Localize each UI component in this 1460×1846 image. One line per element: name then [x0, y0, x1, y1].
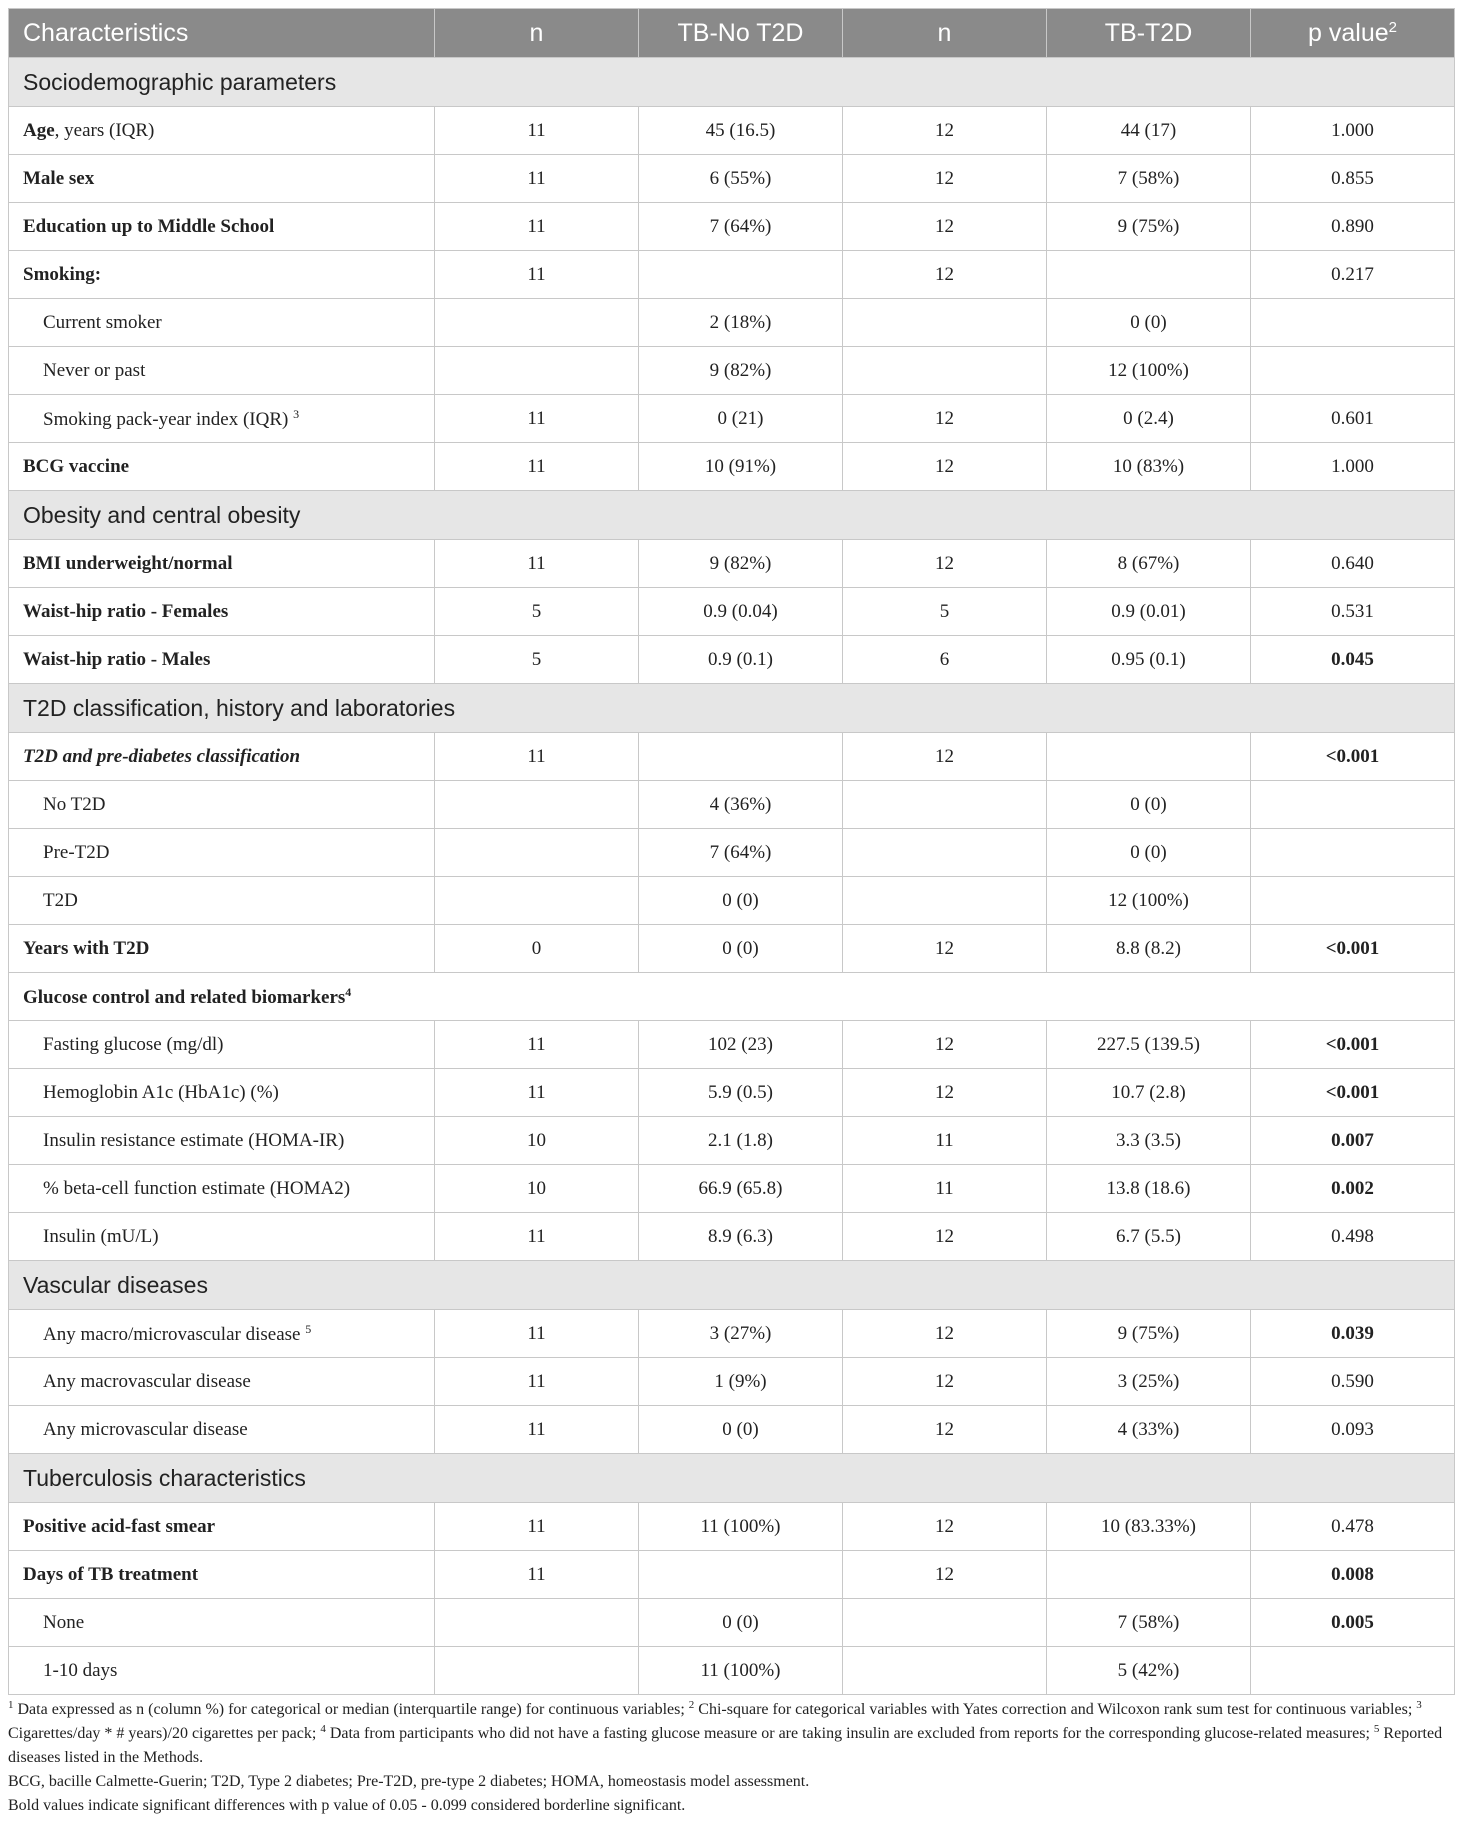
table-row [9, 299, 1455, 347]
table-row [9, 1165, 1455, 1213]
footnote-marker: 3 [1416, 1699, 1422, 1711]
row-label-text: 1-10 days [43, 1659, 118, 1681]
row-label-text: No T2D [43, 793, 106, 815]
row-label [9, 1599, 435, 1647]
cell-tb-no-t2d: 8.9 (6.3) [639, 1213, 843, 1261]
cell-n-no-t2d: 5 [435, 636, 639, 684]
cell-tb-no-t2d: 9 (82%) [639, 540, 843, 588]
cell-n-no-t2d: 11 [435, 1213, 639, 1261]
row-label-text: Waist-hip ratio - Females [23, 600, 229, 622]
cell-n-no-t2d: 11 [435, 155, 639, 203]
table-row [9, 155, 1455, 203]
cell-tb-t2d: 7 (58%) [1047, 155, 1251, 203]
cell-n-no-t2d: 11 [435, 443, 639, 491]
footnote-text: Cigarettes/day * # years)/20 cigarettes per pack; [8, 1725, 321, 1742]
cell-p-value: <0.001 [1251, 925, 1455, 973]
characteristics-table [8, 8, 1455, 1695]
cell-tb-t2d: 0 (2.4) [1047, 395, 1251, 443]
table-row [9, 395, 1455, 443]
cell-n-no-t2d: 11 [435, 733, 639, 781]
footnote-text: Chi-square for categorical variables with Yates correction and Wilcoxon rank sum test for continuous variables; [694, 1701, 1417, 1718]
cell-tb-t2d: 5 (42%) [1047, 1647, 1251, 1695]
cell-p-value: 0.008 [1251, 1551, 1455, 1599]
cell-n-no-t2d: 11 [435, 395, 639, 443]
row-label-footnote: 5 [305, 1321, 312, 1336]
cell-tb-no-t2d: 10 (91%) [639, 443, 843, 491]
cell-tb-t2d: 9 (75%) [1047, 1310, 1251, 1358]
footnote-marker: 1 [8, 1699, 14, 1711]
cell-p-value: 0.217 [1251, 251, 1455, 299]
cell-p-value [1251, 781, 1455, 829]
cell-tb-no-t2d: 0.9 (0.1) [639, 636, 843, 684]
row-label [9, 155, 435, 203]
cell-tb-t2d [1047, 251, 1251, 299]
table-row [9, 1117, 1455, 1165]
cell-tb-no-t2d: 11 (100%) [639, 1503, 843, 1551]
cell-n-no-t2d [435, 1647, 639, 1695]
row-label [9, 1406, 435, 1454]
cell-n-t2d: 6 [843, 636, 1047, 684]
cell-tb-t2d: 8.8 (8.2) [1047, 925, 1251, 973]
table-row [9, 1551, 1455, 1599]
cell-tb-no-t2d: 66.9 (65.8) [639, 1165, 843, 1213]
table-row [9, 1213, 1455, 1261]
row-label [9, 443, 435, 491]
cell-n-no-t2d: 11 [435, 1503, 639, 1551]
row-label [9, 1503, 435, 1551]
cell-p-value [1251, 299, 1455, 347]
cell-tb-no-t2d: 0 (0) [639, 877, 843, 925]
cell-tb-no-t2d [639, 251, 843, 299]
cell-p-value: <0.001 [1251, 733, 1455, 781]
row-label-text: BCG vaccine [23, 455, 130, 477]
header-p-value [1251, 9, 1455, 58]
cell-n-t2d [843, 781, 1047, 829]
row-label-text: Insulin resistance estimate (HOMA-IR) [43, 1129, 345, 1151]
row-label [9, 107, 435, 155]
row-label [9, 1021, 435, 1069]
cell-tb-no-t2d: 0 (0) [639, 925, 843, 973]
row-label-text: Days of TB treatment [23, 1563, 199, 1585]
table-container [8, 8, 1454, 1818]
table-row [9, 877, 1455, 925]
cell-tb-t2d: 8 (67%) [1047, 540, 1251, 588]
table-row [9, 251, 1455, 299]
cell-p-value: 0.478 [1251, 1503, 1455, 1551]
header-characteristics: Characteristics [9, 9, 435, 58]
row-label-text: Age [23, 119, 55, 141]
row-label [9, 829, 435, 877]
header-tb-no-t2d: TB-No T2D [639, 9, 843, 58]
cell-tb-t2d: 0 (0) [1047, 781, 1251, 829]
row-label-text: Pre-T2D [43, 841, 110, 863]
table-row [9, 203, 1455, 251]
table-row [9, 1069, 1455, 1117]
cell-p-value: <0.001 [1251, 1069, 1455, 1117]
cell-n-t2d: 12 [843, 155, 1047, 203]
section-title: Sociodemographic parameters [9, 58, 1455, 107]
row-label [9, 1551, 435, 1599]
cell-tb-t2d: 0 (0) [1047, 829, 1251, 877]
cell-tb-no-t2d: 9 (82%) [639, 347, 843, 395]
table-body [9, 58, 1455, 1695]
cell-n-t2d: 11 [843, 1165, 1047, 1213]
cell-n-no-t2d: 10 [435, 1117, 639, 1165]
cell-n-t2d: 11 [843, 1117, 1047, 1165]
cell-tb-t2d: 0.9 (0.01) [1047, 588, 1251, 636]
footnote-text: Data expressed as n (column %) for categorical or median (interquartile range) for continuous variables; [13, 1701, 689, 1718]
cell-n-t2d: 12 [843, 107, 1047, 155]
cell-n-t2d: 12 [843, 443, 1047, 491]
cell-n-t2d [843, 1647, 1047, 1695]
cell-n-no-t2d: 11 [435, 1358, 639, 1406]
row-label-text: Waist-hip ratio - Males [23, 648, 211, 670]
row-label-text: Smoking pack-year index (IQR) [43, 408, 294, 430]
cell-p-value: 0.855 [1251, 155, 1455, 203]
row-label-text: Hemoglobin A1c (HbA1c) (%) [43, 1081, 279, 1103]
cell-tb-t2d: 12 (100%) [1047, 347, 1251, 395]
table-row [9, 1021, 1455, 1069]
row-label [9, 1310, 435, 1358]
cell-tb-t2d: 227.5 (139.5) [1047, 1021, 1251, 1069]
cell-n-no-t2d [435, 829, 639, 877]
section-header-row [9, 1454, 1455, 1503]
header-p-value-label: p value [1308, 18, 1389, 47]
row-label [9, 781, 435, 829]
header-n-t2d: n [843, 9, 1047, 58]
cell-tb-no-t2d: 0 (0) [639, 1406, 843, 1454]
cell-p-value: 0.890 [1251, 203, 1455, 251]
section-title: Tuberculosis characteristics [9, 1454, 1455, 1503]
table-header-row [9, 9, 1455, 58]
cell-n-no-t2d: 0 [435, 925, 639, 973]
cell-tb-no-t2d: 4 (36%) [639, 781, 843, 829]
row-label-text: Any macrovascular disease [43, 1370, 251, 1392]
row-label [9, 636, 435, 684]
table-row [9, 540, 1455, 588]
table-row [9, 1406, 1455, 1454]
cell-p-value: 0.045 [1251, 636, 1455, 684]
header-p-value-footnote: 2 [1388, 18, 1397, 36]
cell-n-t2d: 12 [843, 1358, 1047, 1406]
cell-tb-t2d: 10 (83.33%) [1047, 1503, 1251, 1551]
cell-n-t2d: 12 [843, 733, 1047, 781]
cell-p-value: 0.640 [1251, 540, 1455, 588]
cell-p-value: 1.000 [1251, 443, 1455, 491]
row-label-text: Years with T2D [23, 937, 150, 959]
row-label-text: BMI underweight/normal [23, 552, 233, 574]
table-row [9, 588, 1455, 636]
cell-n-no-t2d [435, 299, 639, 347]
row-label-text: Never or past [43, 359, 146, 381]
cell-n-t2d: 12 [843, 540, 1047, 588]
table-row [9, 347, 1455, 395]
cell-n-no-t2d: 11 [435, 1551, 639, 1599]
table-row [9, 829, 1455, 877]
footnote-marker: 2 [688, 1699, 695, 1711]
cell-p-value: 1.000 [1251, 107, 1455, 155]
cell-n-t2d: 12 [843, 1069, 1047, 1117]
row-label [9, 1069, 435, 1117]
cell-n-t2d: 5 [843, 588, 1047, 636]
cell-tb-t2d: 0.95 (0.1) [1047, 636, 1251, 684]
cell-n-t2d: 12 [843, 1310, 1047, 1358]
table-row [9, 636, 1455, 684]
cell-tb-no-t2d: 7 (64%) [639, 829, 843, 877]
cell-tb-t2d: 12 (100%) [1047, 877, 1251, 925]
cell-tb-t2d [1047, 1551, 1251, 1599]
row-label-footnote: 4 [345, 984, 352, 999]
footnote-bold-note: Bold values indicate significant differences with p value of 0.05 - 0.099 considered borderline significant. [8, 1797, 686, 1814]
cell-n-no-t2d: 5 [435, 588, 639, 636]
cell-n-no-t2d [435, 347, 639, 395]
table-row [9, 1358, 1455, 1406]
cell-tb-no-t2d [639, 733, 843, 781]
row-label [9, 203, 435, 251]
table-footnotes [8, 1698, 1454, 1818]
cell-tb-no-t2d: 5.9 (0.5) [639, 1069, 843, 1117]
row-label-text: None [43, 1611, 85, 1633]
cell-tb-t2d: 0 (0) [1047, 299, 1251, 347]
cell-tb-no-t2d: 3 (27%) [639, 1310, 843, 1358]
row-label-text: Smoking: [23, 263, 102, 285]
cell-n-t2d: 12 [843, 1503, 1047, 1551]
cell-n-t2d [843, 299, 1047, 347]
cell-n-t2d: 12 [843, 203, 1047, 251]
section-title: Obesity and central obesity [9, 491, 1455, 540]
cell-p-value: 0.002 [1251, 1165, 1455, 1213]
row-label-suffix: , years (IQR) [54, 119, 155, 141]
cell-n-no-t2d: 10 [435, 1165, 639, 1213]
row-label-text: % beta-cell function estimate (HOMA2) [43, 1177, 351, 1199]
row-label [9, 395, 435, 443]
cell-tb-t2d: 3 (25%) [1047, 1358, 1251, 1406]
cell-n-no-t2d: 11 [435, 1310, 639, 1358]
cell-tb-t2d [1047, 733, 1251, 781]
footnote-definitions [8, 1698, 1454, 1770]
cell-tb-no-t2d: 102 (23) [639, 1021, 843, 1069]
cell-p-value [1251, 877, 1455, 925]
header-tb-t2d: TB-T2D [1047, 9, 1251, 58]
row-label [9, 540, 435, 588]
row-label [9, 251, 435, 299]
table-row [9, 781, 1455, 829]
row-label [9, 1213, 435, 1261]
row-label-text: Any macro/microvascular disease [43, 1323, 306, 1345]
row-label-text: Insulin (mU/L) [43, 1225, 159, 1247]
section-header-row [9, 684, 1455, 733]
footnote-text: Data from participants who did not have a fasting glucose measure or are taking insulin are excluded from reports for the corresponding glucose-related measures; [325, 1725, 1374, 1742]
row-label [9, 1165, 435, 1213]
cell-p-value: 0.093 [1251, 1406, 1455, 1454]
row-label [9, 973, 1455, 1021]
row-label-text: Any microvascular disease [43, 1418, 248, 1440]
cell-n-t2d: 12 [843, 1551, 1047, 1599]
section-header-row [9, 58, 1455, 107]
cell-tb-no-t2d: 7 (64%) [639, 203, 843, 251]
cell-n-no-t2d: 11 [435, 251, 639, 299]
table-row [9, 1310, 1455, 1358]
footnote-marker: 4 [320, 1723, 326, 1735]
cell-n-t2d [843, 1599, 1047, 1647]
cell-n-t2d [843, 829, 1047, 877]
cell-p-value: 0.590 [1251, 1358, 1455, 1406]
cell-tb-t2d: 10.7 (2.8) [1047, 1069, 1251, 1117]
cell-n-t2d: 12 [843, 1021, 1047, 1069]
row-label [9, 1117, 435, 1165]
table-row [9, 1599, 1455, 1647]
row-label [9, 733, 435, 781]
cell-n-t2d: 12 [843, 251, 1047, 299]
cell-tb-no-t2d: 1 (9%) [639, 1358, 843, 1406]
cell-tb-no-t2d: 2 (18%) [639, 299, 843, 347]
cell-tb-no-t2d: 0 (21) [639, 395, 843, 443]
row-label-text: Current smoker [43, 311, 162, 333]
section-header-row [9, 491, 1455, 540]
row-label-text: Male sex [23, 167, 95, 189]
cell-n-t2d [843, 877, 1047, 925]
row-label-text: Positive acid-fast smear [23, 1515, 216, 1537]
cell-tb-t2d: 9 (75%) [1047, 203, 1251, 251]
row-label [9, 1647, 435, 1695]
row-label [9, 347, 435, 395]
cell-p-value: 0.039 [1251, 1310, 1455, 1358]
cell-tb-t2d: 13.8 (18.6) [1047, 1165, 1251, 1213]
row-label-text: T2D and pre-diabetes classification [23, 745, 301, 767]
section-title: Vascular diseases [9, 1261, 1455, 1310]
table-row [9, 733, 1455, 781]
cell-tb-no-t2d [639, 1551, 843, 1599]
row-label-text: T2D [43, 889, 78, 911]
row-label [9, 588, 435, 636]
section-title: T2D classification, history and laboratories [9, 684, 1455, 733]
cell-n-no-t2d [435, 781, 639, 829]
table-row [9, 443, 1455, 491]
table-row [9, 107, 1455, 155]
cell-n-no-t2d: 11 [435, 203, 639, 251]
cell-p-value [1251, 1647, 1455, 1695]
cell-n-t2d [843, 347, 1047, 395]
cell-p-value: 0.005 [1251, 1599, 1455, 1647]
cell-p-value: 0.007 [1251, 1117, 1455, 1165]
footnote-abbreviations: BCG, bacille Calmette-Guerin; T2D, Type 2 diabetes; Pre-T2D, pre-type 2 diabetes; HOMA, homeostasis model assessment. [8, 1773, 810, 1790]
cell-n-t2d: 12 [843, 1406, 1047, 1454]
cell-tb-t2d: 10 (83%) [1047, 443, 1251, 491]
cell-tb-no-t2d: 0.9 (0.04) [639, 588, 843, 636]
cell-n-no-t2d [435, 1599, 639, 1647]
cell-tb-no-t2d: 6 (55%) [639, 155, 843, 203]
cell-n-no-t2d: 11 [435, 1069, 639, 1117]
cell-n-t2d: 12 [843, 1213, 1047, 1261]
table-row [9, 1647, 1455, 1695]
footnote-text: Reported diseases listed in the Methods. [8, 1725, 1443, 1766]
cell-p-value [1251, 829, 1455, 877]
cell-p-value: 0.498 [1251, 1213, 1455, 1261]
cell-tb-t2d: 3.3 (3.5) [1047, 1117, 1251, 1165]
cell-n-no-t2d [435, 877, 639, 925]
cell-n-t2d: 12 [843, 395, 1047, 443]
row-label [9, 925, 435, 973]
cell-tb-no-t2d: 0 (0) [639, 1599, 843, 1647]
cell-n-no-t2d: 11 [435, 540, 639, 588]
row-label-text: Fasting glucose (mg/dl) [43, 1033, 224, 1055]
footnote-marker: 5 [1373, 1723, 1380, 1735]
row-label-text: Education up to Middle School [23, 215, 275, 237]
cell-p-value: 0.601 [1251, 395, 1455, 443]
header-n-no-t2d: n [435, 9, 639, 58]
cell-tb-t2d: 7 (58%) [1047, 1599, 1251, 1647]
cell-tb-t2d: 6.7 (5.5) [1047, 1213, 1251, 1261]
cell-n-no-t2d: 11 [435, 1406, 639, 1454]
row-label-text: Glucose control and related biomarkers [23, 986, 346, 1008]
row-label [9, 299, 435, 347]
cell-p-value [1251, 347, 1455, 395]
cell-p-value: <0.001 [1251, 1021, 1455, 1069]
table-row [9, 925, 1455, 973]
section-header-row [9, 1261, 1455, 1310]
cell-tb-no-t2d: 2.1 (1.8) [639, 1117, 843, 1165]
cell-tb-no-t2d: 11 (100%) [639, 1647, 843, 1695]
row-label-footnote: 3 [293, 406, 300, 421]
cell-n-no-t2d: 11 [435, 107, 639, 155]
row-label [9, 877, 435, 925]
table-row [9, 1503, 1455, 1551]
cell-tb-no-t2d: 45 (16.5) [639, 107, 843, 155]
cell-tb-t2d: 4 (33%) [1047, 1406, 1251, 1454]
cell-n-t2d: 12 [843, 925, 1047, 973]
cell-tb-t2d: 44 (17) [1047, 107, 1251, 155]
row-label [9, 1358, 435, 1406]
cell-p-value: 0.531 [1251, 588, 1455, 636]
cell-n-no-t2d: 11 [435, 1021, 639, 1069]
table-row [9, 973, 1455, 1021]
